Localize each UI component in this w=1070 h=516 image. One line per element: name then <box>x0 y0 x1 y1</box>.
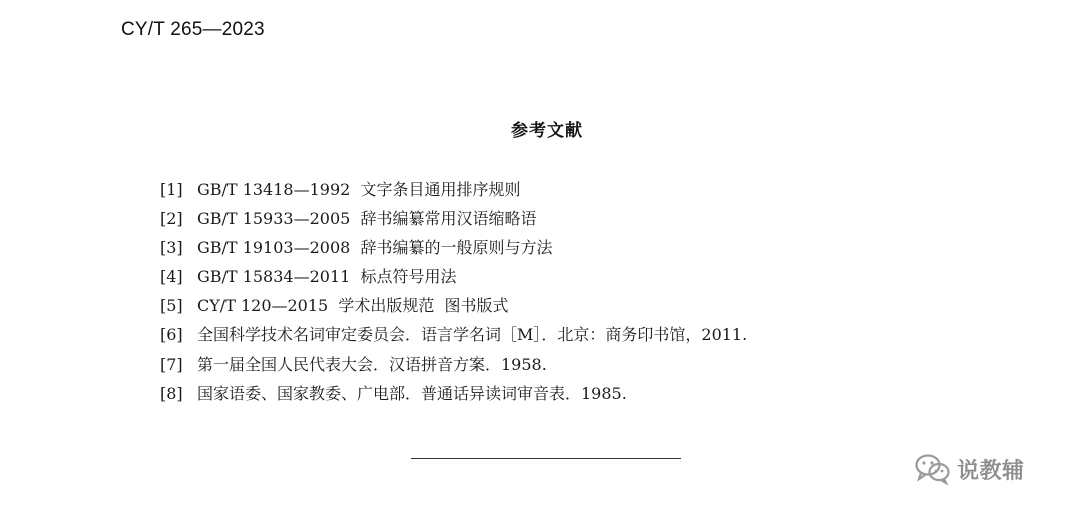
reference-text: 全国科学技术名词审定委员会．语言学名词［M］．北京：商务印书馆，2011. <box>197 325 748 345</box>
reference-item <box>160 175 747 204</box>
reference-number: [1] <box>160 180 183 199</box>
reference-item <box>160 233 747 262</box>
reference-item <box>160 291 747 320</box>
reference-number: [3] <box>160 238 183 258</box>
watermark <box>914 452 1025 486</box>
standard-code: CY/T 265—2023 <box>121 19 265 40</box>
reference-text: GB/T 19103—2008 辞书编纂的一般原则与方法 <box>197 238 553 258</box>
wechat-icon <box>914 453 952 485</box>
reference-number: [5] <box>160 296 183 316</box>
section-title: 参考文献 <box>511 121 583 141</box>
reference-number: [2] <box>160 209 183 229</box>
reference-number: [8] <box>160 383 183 403</box>
reference-text: CY/T 120—2015 学术出版规范 图书版式 <box>197 296 509 316</box>
reference-text: 第一届全国人民代表大会．汉语拼音方案．1958. <box>197 354 547 374</box>
footer-divider <box>411 458 681 459</box>
reference-text: GB/T 13418—1992 文字条目通用排序规则 <box>197 180 521 199</box>
reference-item <box>160 320 747 349</box>
reference-number: [4] <box>160 267 183 287</box>
watermark-text: 说教辅 <box>957 458 1025 484</box>
reference-item <box>160 379 747 408</box>
reference-number: [7] <box>160 354 183 374</box>
reference-item <box>160 262 747 291</box>
reference-item <box>160 350 747 379</box>
reference-item <box>160 204 747 233</box>
reference-text: 国家语委、国家教委、广电部．普通话异读词审音表．1985. <box>197 383 627 403</box>
reference-number: [6] <box>160 325 183 345</box>
reference-list <box>160 175 747 408</box>
reference-text: GB/T 15933—2005 辞书编纂常用汉语缩略语 <box>197 209 537 229</box>
reference-text: GB/T 15834—2011 标点符号用法 <box>197 267 457 287</box>
